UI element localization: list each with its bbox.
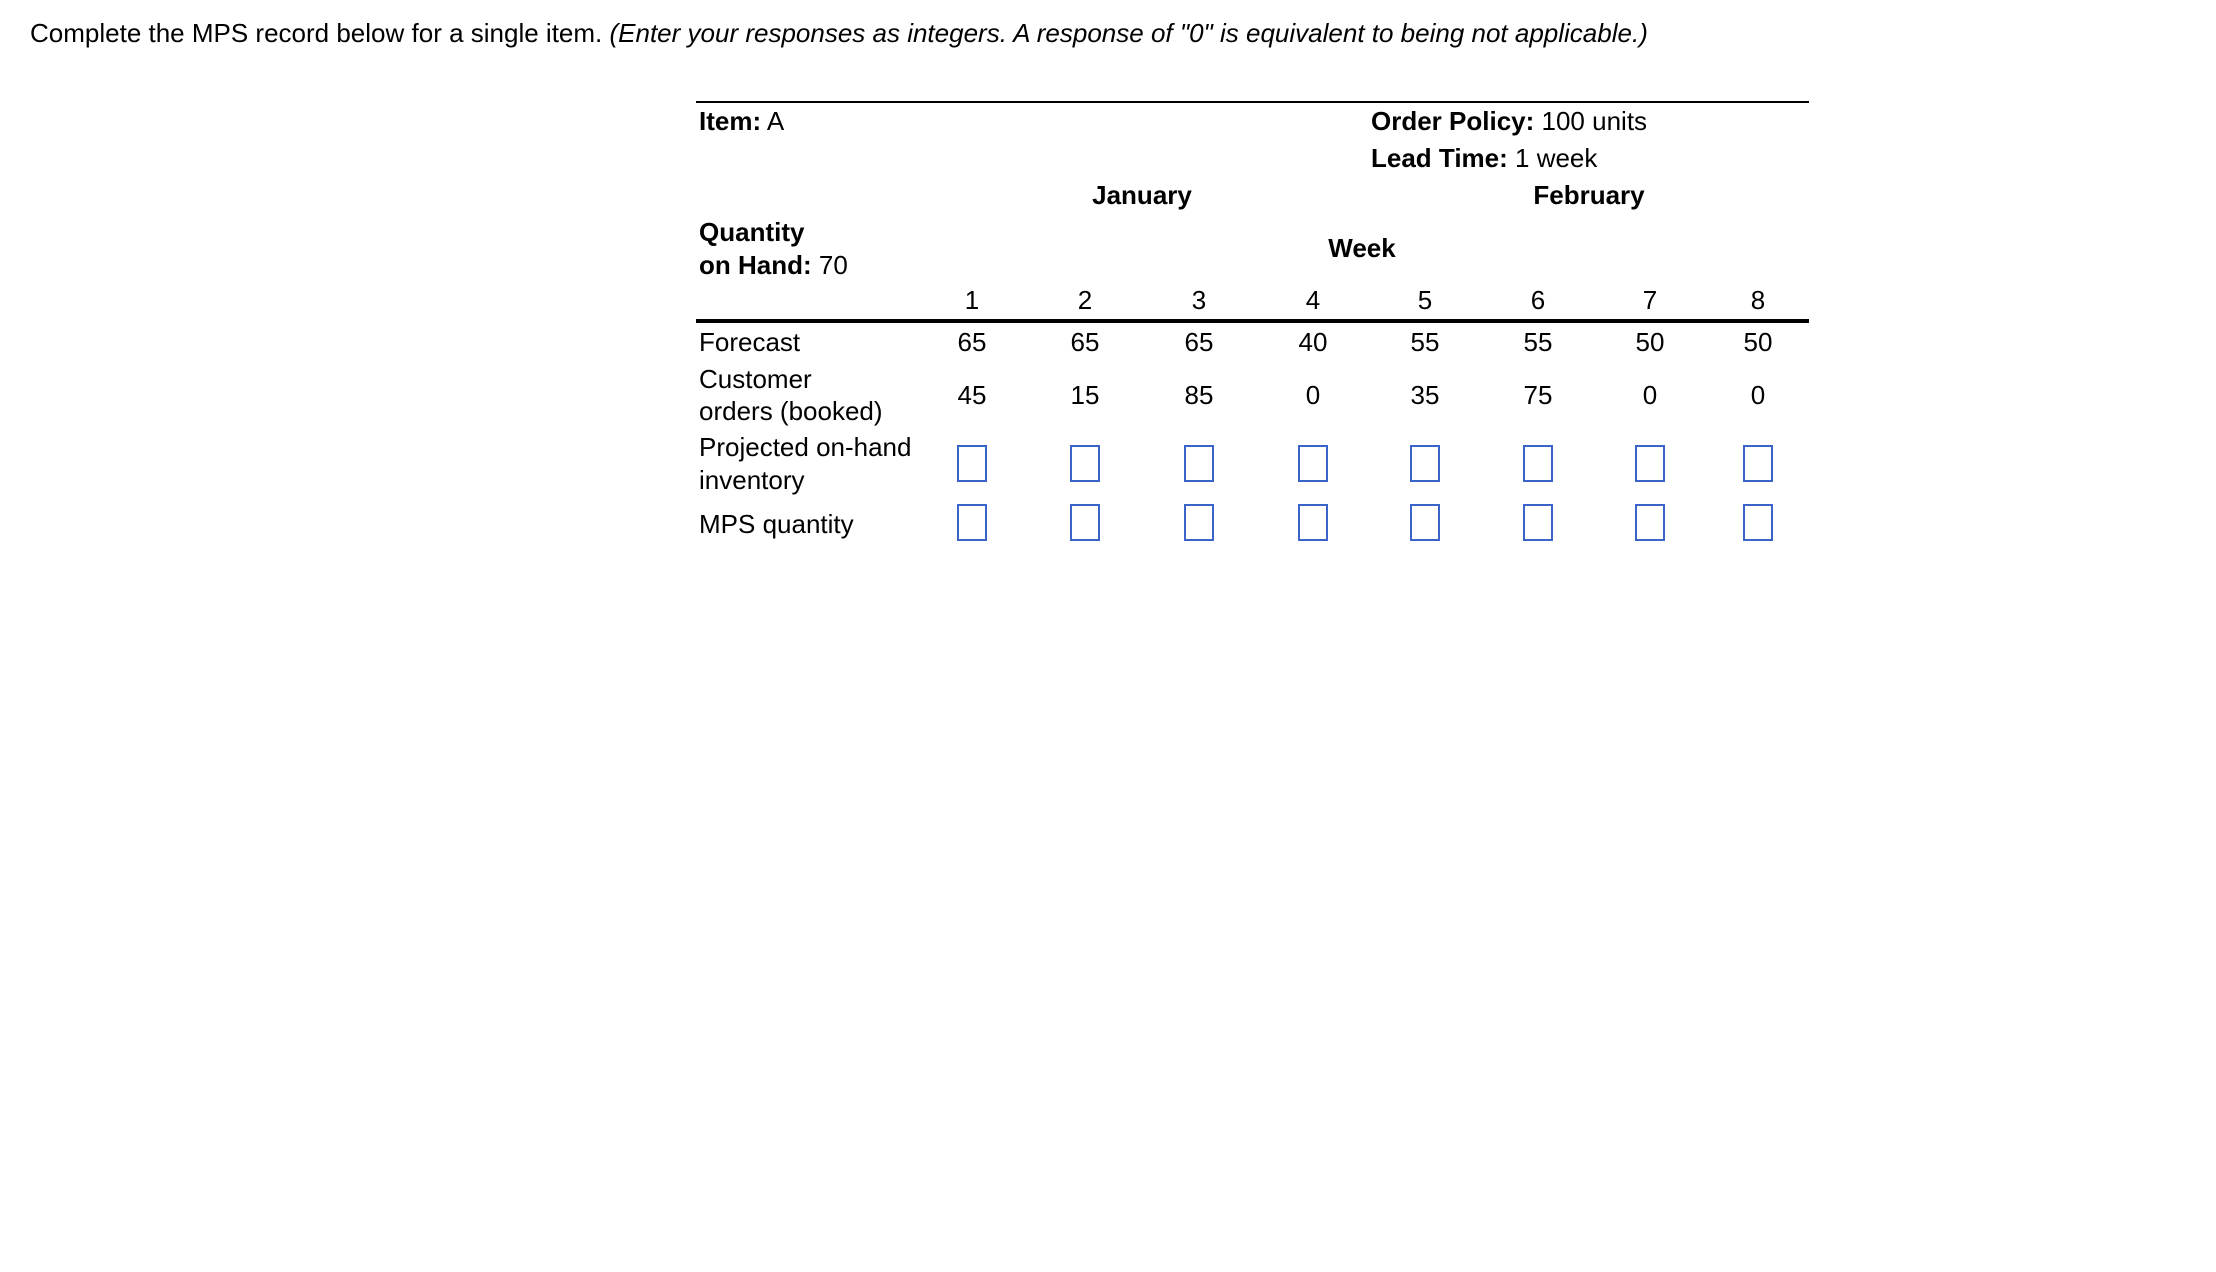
forecast-value: 50 (1743, 327, 1773, 357)
projected-inventory-input-week-8[interactable] (1743, 445, 1773, 482)
quantity-value: 70 (818, 250, 848, 280)
projected-inventory-input-week-6[interactable] (1523, 445, 1553, 482)
mps-quantity-input-week-4[interactable] (1298, 504, 1328, 541)
projected-inventory-input-week-1[interactable] (957, 445, 987, 482)
mps-quantity-input-week-8[interactable] (1743, 504, 1773, 541)
month-february: February (1533, 180, 1645, 210)
top-rule (696, 101, 1809, 103)
forecast-value: 55 (1410, 327, 1440, 357)
mps-record (0, 0, 2216, 600)
week-number: 4 (1305, 285, 1321, 315)
item-value: A (766, 106, 785, 136)
week-number: 7 (1642, 285, 1658, 315)
mps-quantity-input-week-7[interactable] (1635, 504, 1665, 541)
customer-orders-value: 0 (1305, 380, 1321, 410)
customer-orders-value: 85 (1184, 380, 1214, 410)
forecast-label: Forecast (699, 327, 801, 357)
item-info (699, 105, 784, 137)
week-number: 5 (1417, 285, 1433, 315)
customer-orders-value: 75 (1523, 380, 1553, 410)
projected-inventory-label-line1: Projected on-hand (699, 432, 912, 462)
order-policy-label: Order Policy: (1371, 106, 1535, 136)
item-label: Item: (699, 106, 762, 136)
month-january: January (1092, 180, 1192, 210)
quantity-label-line1: Quantity (699, 217, 805, 247)
week-number: 6 (1530, 285, 1546, 315)
lead-time-value: 1 week (1515, 143, 1598, 173)
forecast-value: 40 (1298, 327, 1328, 357)
quantity-on-hand (699, 249, 848, 281)
mps-quantity-input-week-2[interactable] (1070, 504, 1100, 541)
projected-inventory-input-week-3[interactable] (1184, 445, 1214, 482)
lead-time-label: Lead Time: (1371, 143, 1508, 173)
order-policy-value: 100 units (1541, 106, 1648, 136)
projected-inventory-input-week-5[interactable] (1410, 445, 1440, 482)
week-number: 8 (1750, 285, 1766, 315)
instructions-main: Complete the MPS record below for a single item. (30, 18, 603, 48)
projected-inventory-input-week-2[interactable] (1070, 445, 1100, 482)
mps-quantity-input-week-5[interactable] (1410, 504, 1440, 541)
projected-inventory-label-line2: inventory (699, 465, 805, 495)
projected-inventory-input-week-7[interactable] (1635, 445, 1665, 482)
mps-quantity-input-week-1[interactable] (957, 504, 987, 541)
customer-orders-value: 35 (1410, 380, 1440, 410)
week-number: 3 (1191, 285, 1207, 315)
mps-quantity-input-week-6[interactable] (1523, 504, 1553, 541)
order-policy (1371, 105, 1647, 137)
forecast-value: 65 (1184, 327, 1214, 357)
quantity-label-line2: on Hand: (699, 250, 812, 280)
forecast-value: 55 (1523, 327, 1553, 357)
header-rule (696, 319, 1809, 323)
forecast-value: 65 (1070, 327, 1100, 357)
mps-quantity-input-week-3[interactable] (1184, 504, 1214, 541)
forecast-value: 65 (957, 327, 987, 357)
week-number: 1 (964, 285, 980, 315)
customer-orders-value: 0 (1750, 380, 1766, 410)
customer-orders-value: 0 (1642, 380, 1658, 410)
forecast-value: 50 (1635, 327, 1665, 357)
week-number: 2 (1077, 285, 1093, 315)
week-label: Week (1328, 233, 1396, 263)
instructions-note: (Enter your responses as integers. A response of "0" is equivalent to being not applicable.) (609, 18, 1648, 48)
customer-orders-value: 15 (1070, 380, 1100, 410)
customer-orders-label-line2: orders (booked) (699, 396, 883, 426)
lead-time (1371, 142, 1597, 174)
mps-quantity-label: MPS quantity (699, 509, 854, 539)
projected-inventory-input-week-4[interactable] (1298, 445, 1328, 482)
customer-orders-value: 45 (957, 380, 987, 410)
customer-orders-label-line1: Customer (699, 364, 812, 394)
